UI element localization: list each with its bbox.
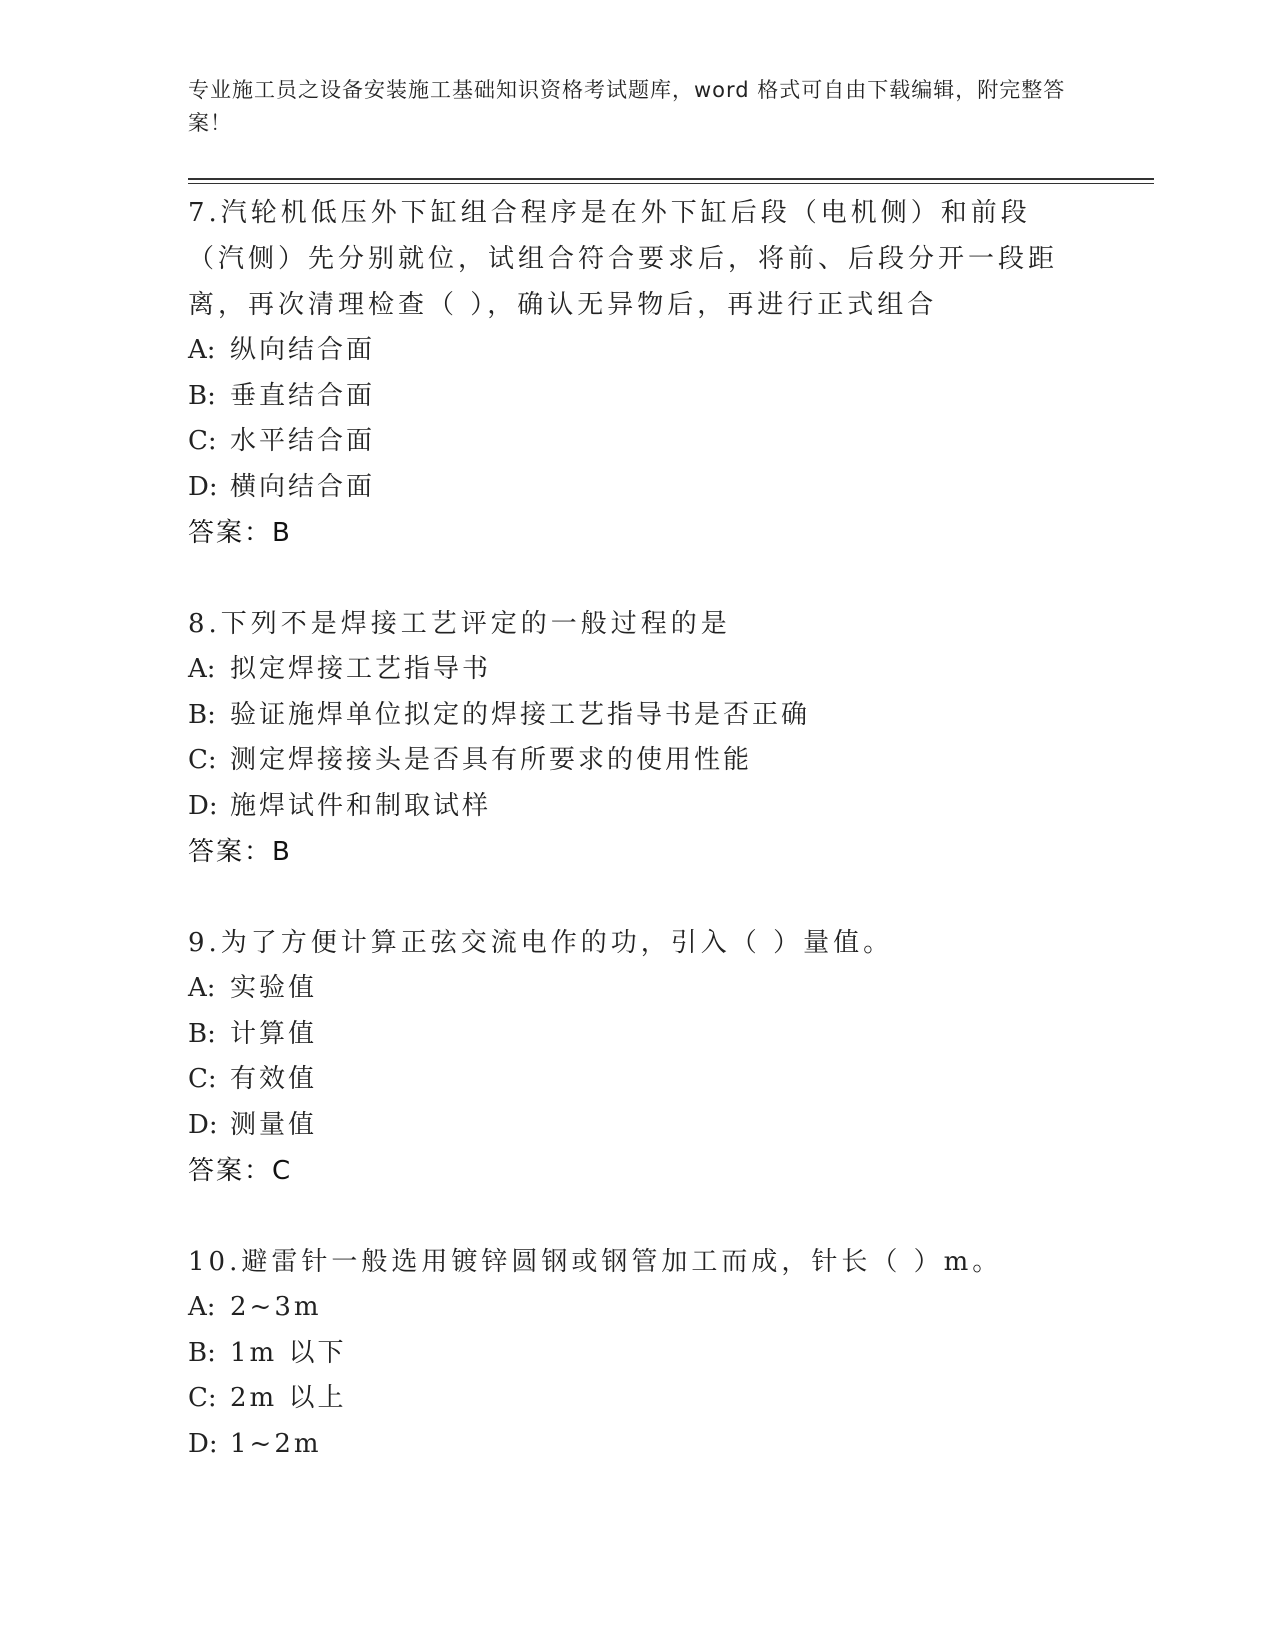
question-list	[188, 190, 1088, 1467]
option-key: B:	[188, 1337, 216, 1368]
option-d	[188, 1422, 1088, 1468]
option-text: 横向结合面	[230, 471, 376, 502]
answer-line: 答案：C	[188, 1156, 293, 1186]
option-key: A:	[188, 654, 216, 684]
option-key: B:	[188, 380, 216, 411]
option-key: D:	[188, 471, 218, 502]
question-7	[188, 190, 1088, 556]
option-key: D:	[188, 1109, 218, 1140]
header-divider-thick	[188, 178, 1154, 180]
question-stem: 10.避雷针一般选用镀锌圆钢或钢管加工而成，针长（ ）m。	[188, 1247, 1003, 1277]
question-gap	[188, 875, 1088, 920]
option-b	[188, 374, 1088, 420]
option-text: 有效值	[230, 1064, 318, 1094]
option-key: C:	[188, 1064, 217, 1094]
option-key: B:	[188, 1018, 216, 1049]
option-text: 垂直结合面	[230, 380, 376, 411]
question-gap	[188, 1194, 1088, 1239]
option-d	[188, 465, 1088, 511]
question-9	[188, 920, 1088, 1194]
option-b	[188, 693, 1088, 739]
option-a	[188, 966, 1088, 1012]
option-text: 测量值	[230, 1109, 318, 1140]
question-stem: 7.汽轮机低压外下缸组合程序是在外下缸后段（电机侧）和前段（汽侧）先分别就位，试组合符合要求后，将前、后段分开一段距离，再次清理检查（ ），确认无异物后，再进行正式组合	[188, 198, 1059, 320]
document-header: 专业施工员之设备安装施工基础知识资格考试题库，word 格式可自由下载编辑，附完整答案！	[188, 78, 1066, 135]
question-gap	[188, 556, 1088, 601]
option-d	[188, 784, 1088, 830]
option-c	[188, 419, 1088, 465]
option-text: 2~3m	[230, 1292, 322, 1322]
question-stem: 8.下列不是焊接工艺评定的一般过程的是	[188, 609, 731, 639]
option-c	[188, 738, 1088, 784]
option-text: 水平结合面	[230, 426, 376, 456]
question-10	[188, 1239, 1088, 1467]
option-text: 2m 以上	[230, 1383, 347, 1413]
option-key: D:	[188, 1428, 218, 1459]
option-text: 施焊试件和制取试样	[230, 790, 492, 821]
option-key: C:	[188, 745, 217, 775]
question-stem: 9.为了方便计算正弦交流电作的功，引入（ ）量值。	[188, 928, 894, 958]
option-a	[188, 328, 1088, 374]
option-key: A:	[188, 973, 216, 1003]
option-key: B:	[188, 699, 216, 730]
option-c	[188, 1376, 1088, 1422]
option-text: 验证施焊单位拟定的焊接工艺指导书是否正确	[230, 699, 811, 730]
answer-line: 答案：B	[188, 837, 292, 867]
option-b	[188, 1331, 1088, 1377]
option-text: 测定焊接接头是否具有所要求的使用性能	[230, 745, 753, 775]
option-key: A:	[188, 1292, 216, 1322]
option-text: 1m 以下	[230, 1337, 347, 1368]
option-key: D:	[188, 790, 218, 821]
option-c	[188, 1057, 1088, 1103]
option-key: A:	[188, 335, 216, 365]
option-text: 1~2m	[230, 1428, 322, 1459]
option-b	[188, 1012, 1088, 1058]
option-d	[188, 1103, 1088, 1149]
option-text: 实验值	[230, 973, 318, 1003]
option-key: C:	[188, 1383, 217, 1413]
question-8	[188, 601, 1088, 875]
option-text: 纵向结合面	[230, 335, 376, 365]
option-a	[188, 1285, 1088, 1331]
option-text: 拟定焊接工艺指导书	[230, 654, 492, 684]
option-key: C:	[188, 426, 217, 456]
option-text: 计算值	[230, 1018, 318, 1049]
header-divider-thin	[188, 183, 1154, 184]
answer-line: 答案：B	[188, 518, 292, 548]
option-a	[188, 647, 1088, 693]
